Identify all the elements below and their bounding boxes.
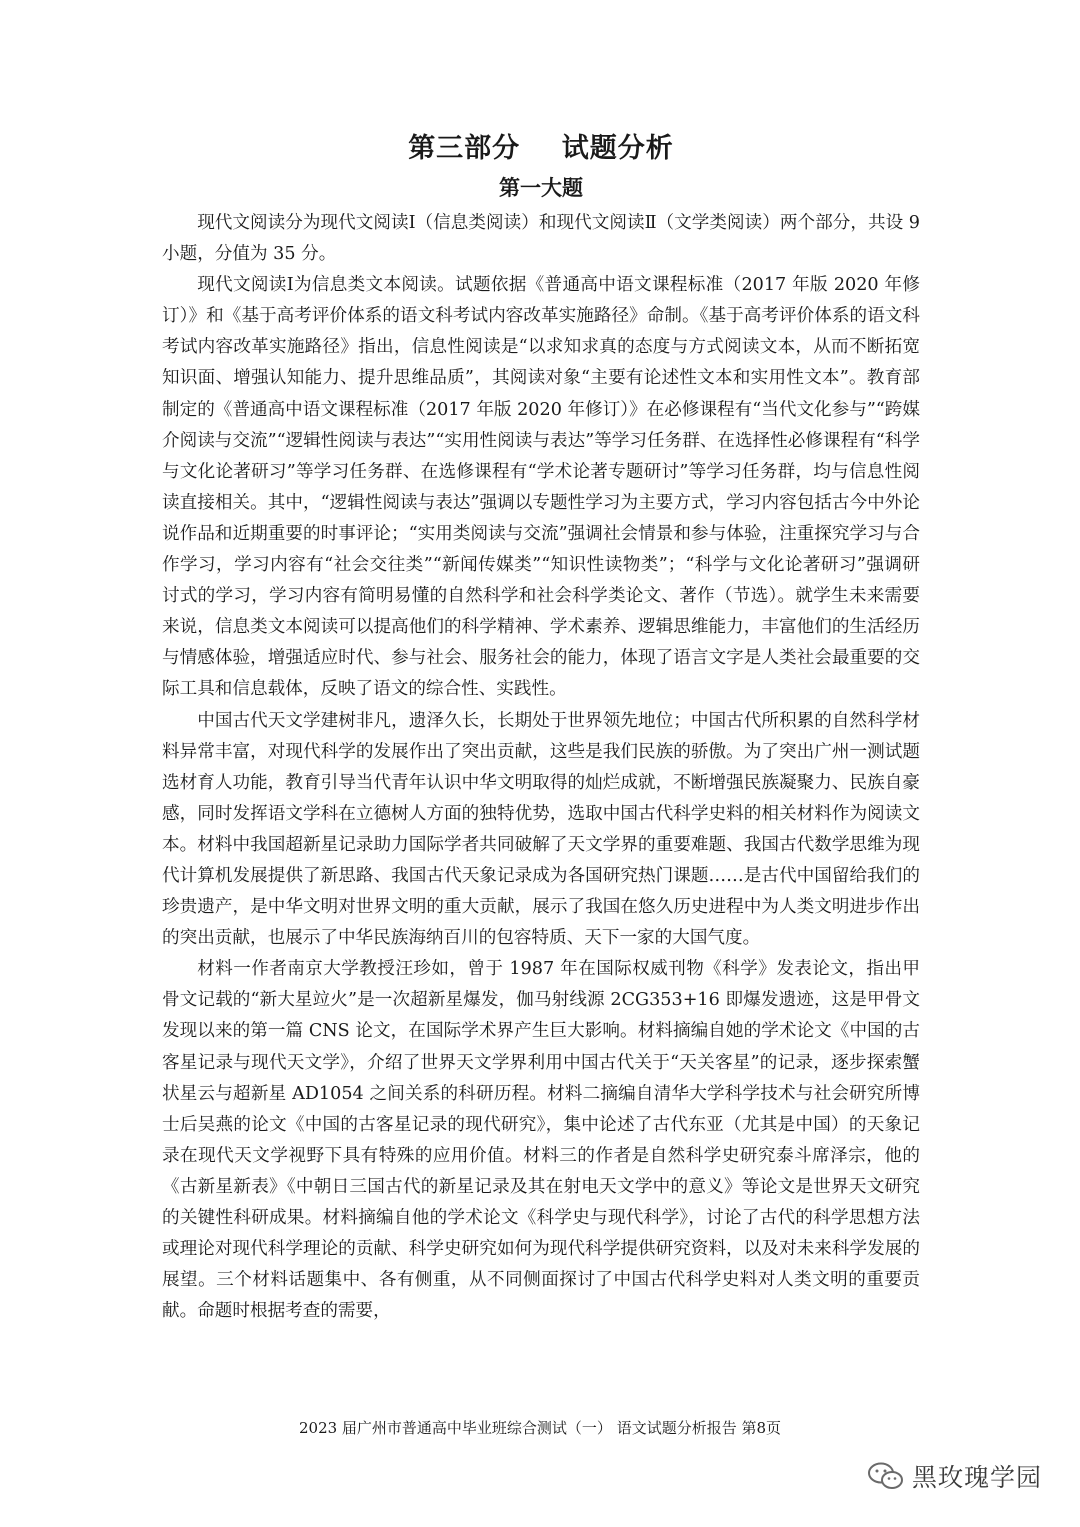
paragraph-2: 现代文阅读Ⅰ为信息类文本阅读。试题依据《普通高中语文课程标准（2017 年版 2020 年修订）》和《基于高考评价体系的语文科考试内容改革实施路径》命制。《基于高考评价体系的语文科考试内容改革实施路径》指出，信息性阅读是“以求知求真的态度与方式阅读文本，从而不断拓宽知识面、增强认知能力、提升思维品质”，其阅读对象“主要有论述性文本和实用性文本”。教育部制定的《普通高中语文课程标准（2017 年版 2020 年修订）》在必修课程有“当代文化参与”“跨媒介阅读与交流”“逻辑性阅读与表达”“实用性阅读与表达”等学习任务群、在选择性必修课程有“科学与文化论著研习”等学习任务群、在选修课程有“学术论著专题研讨”等学习任务群，均与信息性阅读直接相关。其中，“逻辑性阅读与表达”强调以专题性学习为主要方式，学习内容包括古今中外论说作品和近期重要的时事评论；“实用类阅读与交流”强调社会情景和参与体验，注重探究学习与合作学习，学习内容有“社会交往类”“新闻传媒类”“知识性读物类”；“科学与文化论著研习”强调研讨式的学习，学习内容有简明易懂的自然科学和社会科学类论文、著作（节选）。就学生未来需要来说，信息类文本阅读可以提高他们的科学精神、学术素养、逻辑思维能力，丰富他们的生活经历与情感体验，增强适应时代、参与社会、服务社会的能力，体现了语言文字是人类社会最重要的交际工具和信息载体，反映了语文的综合性、实践性。	[162, 275, 920, 700]
page-footer: 2023 届广州市普通高中毕业班综合测试（一） 语文试题分析报告 第8页	[298, 1419, 782, 1437]
page-title: 第三部分 试题分析	[408, 133, 674, 164]
watermark-text: 黑玫瑰学园	[912, 1463, 1043, 1492]
paragraph-4: 材料一作者南京大学教授汪珍如，曾于 1987 年在国际权威刊物《科学》发表论文，指出甲骨文记载的“新大星竝火”是一次超新星爆发，伽马射线源 2CG353+16 即爆发遗迹，这是甲骨文发现以来的第一篇 CNS 论文，在国际学术界产生巨大影响。材料摘编自她的学术论文《中国的古客星记录与现代天文学》，介绍了世界天文学界利用中国古代关于“天关客星”的记录，逐步探索蟹状星云与超新星 AD1054 之间关系的科研历程。材料二摘编自清华大学科学技术与社会研究所博士后吴燕的论文《中国的古客星记录的现代研究》，集中论述了古代东亚（尤其是中国）的天象记录在现代天文学视野下具有特殊的应用价值。材料三的作者是自然科学史研究泰斗席泽宗，他的《古新星新表》《中朝日三国古代的新星记录及其在射电天文学中的意义》等论文是世界天文研究的关键性科研成果。材料摘编自他的学术论文《科学史与现代科学》，讨论了古代的科学思想方法或理论对现代科学理论的贡献、科学史研究如何为现代科学提供研究资料，以及对未来科学发展的展望。三个材料话题集中、各有侧重，从不同侧面探讨了中国古代科学史料对人类文明的重要贡献。命题时根据考查的需要，	[162, 959, 920, 1322]
paragraph-1: 现代文阅读分为现代文阅读Ⅰ（信息类阅读）和现代文阅读Ⅱ（文学类阅读）两个部分，共设 9 小题，分值为 35 分。	[162, 213, 920, 265]
section-title: 第一大题	[499, 176, 583, 200]
wechat-icon	[866, 1461, 906, 1491]
watermark	[866, 1458, 1042, 1494]
document-body	[162, 130, 920, 1327]
paragraph-3: 中国古代天文学建树非凡，遗泽久长，长期处于世界领先地位；中国古代所积累的自然科学材料异常丰富，对现代科学的发展作出了突出贡献，这些是我们民族的骄傲。为了突出广州一测试题选材育人功能，教育引导当代青年认识中华文明取得的灿烂成就，不断增强民族凝聚力、民族自豪感，同时发挥语文学科在立德树人方面的独特优势，选取中国古代科学史料的相关材料作为阅读文本。材料中我国超新星记录助力国际学者共同破解了天文学界的重要难题、我国古代数学思维为现代计算机发展提供了新思路、我国古代天象记录成为各国研究热门课题……是古代中国留给我们的珍贵遗产，是中华文明对世界文明的重大贡献，展示了我国在悠久历史进程中为人类文明进步作出的突出贡献，也展示了中华民族海纳百川的包容特质、天下一家的大国气度。	[162, 710, 920, 949]
